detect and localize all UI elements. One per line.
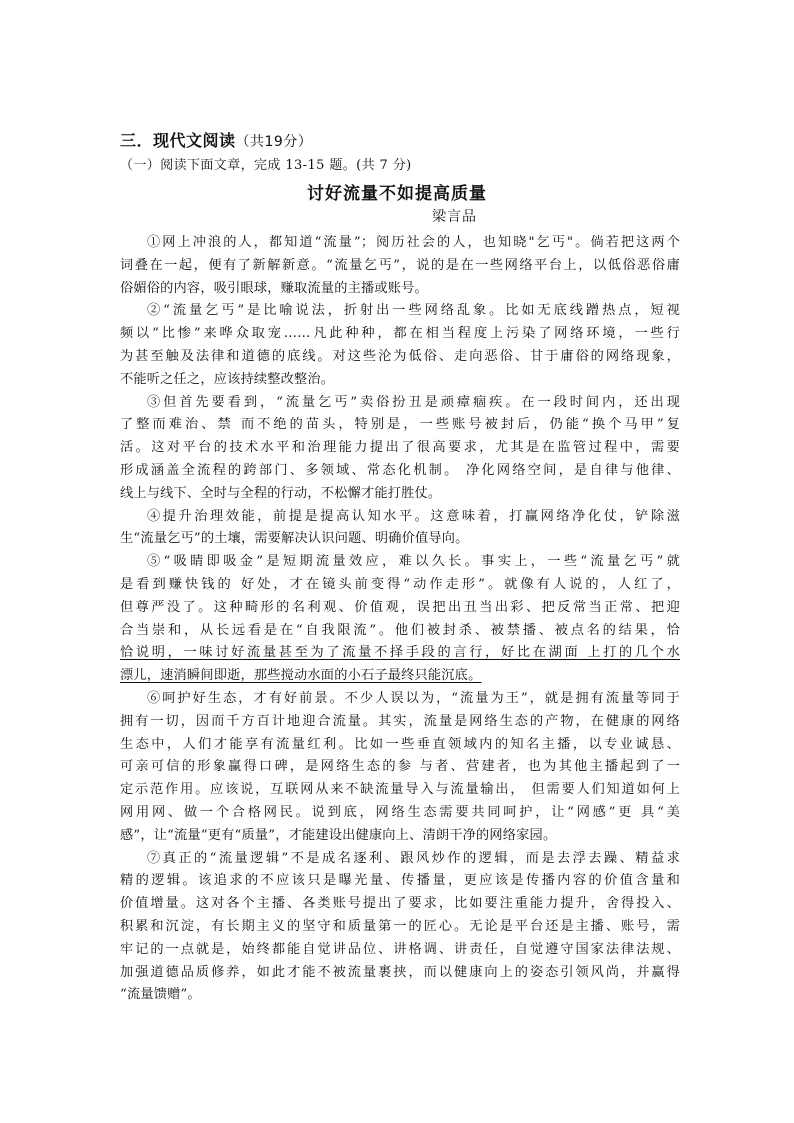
article-body xyxy=(120,232,680,1007)
paragraph-5-line-3: 但尊严没了。这种畸形的名利观、价值观，误把出丑当出彩、把反常当正常、把迎 xyxy=(120,599,680,615)
paragraph-5-line-4: 合当崇和，从长远看是在“自我限流”。他们被封杀、被禁播、被点名的结果，恰 xyxy=(120,622,680,638)
section-heading xyxy=(120,128,312,151)
article-author: 梁言品 xyxy=(432,209,477,225)
paragraph-5-line-1: ⑤“吸睛即吸金”是短期流量效应，难以久长。事实上，一些“流量乞丐”就 xyxy=(147,554,680,570)
paragraph-6-line-7: 感”，让“流量”更有“质量”，才能建设出健康向上、清朗干净的网络家园。 xyxy=(120,827,557,843)
paragraph-5-underlined-line-1: 恰说明，一味讨好流量甚至为了流量不择手段的言行，好比在湖面 上打的几个水 xyxy=(120,645,680,661)
paragraph-1-line-1: ①网上冲浪的人，都知道“流量”；阅历社会的人，也知晓"乞丐"。倘若把这两个 xyxy=(147,235,680,250)
paragraph-2-line-3: 为甚至触及法律和道德的底线。对这些沦为低俗、走向恶俗、甘于庸俗的网络现象， xyxy=(120,348,680,364)
paragraph-2-line-2: 频以“比惨”来哗众取宠……凡此种种，都在相当程度上污染了网络环境，一些行 xyxy=(120,326,680,342)
paragraph-5-underlined-line-2: 漂儿，速消瞬间即逝，那些搅动水面的小石子最终只能沉底。 xyxy=(120,668,482,684)
article-title: 讨好流量不如提高质量 xyxy=(307,184,487,204)
paragraph-2-line-4: 不能听之任之，应该持续整改整治。 xyxy=(120,371,335,387)
paragraph-6-line-3: 生态中，人们才能享有流量红利。比如一些垂直领域内的知名主播，以专业诚恳、 xyxy=(120,736,680,752)
section-score: （共19分） xyxy=(235,134,313,150)
paragraph-3-line-5: 线上与线下、全时与全程的行动，不松懈才能打胜仗。 xyxy=(120,485,442,501)
paragraph-4-line-2: 生“流量乞丐”的土壤，需要解决认识问题、明确价值导向。 xyxy=(120,531,469,547)
paragraph-6-line-4: 可亲可信的形象赢得口碑，是网络生态的参 与者、营建者，也为其他主播起到了一 xyxy=(120,759,680,775)
paragraph-7-line-4: 积累和沉淀，有长期主义的坚守和质量第一的匠心。无论是平台还是主播、账号，需 xyxy=(120,918,680,934)
paragraph-3-line-3: 活。这对平台的技术水平和治理能力提出了很高要求，尤其是在监管过程中，需要 xyxy=(120,440,680,456)
paragraph-6-line-2: 拥有一切，因而千方百计地迎合流量。其实，流量是网络生态的产物，在健康的网络 xyxy=(120,713,680,729)
paragraph-3-line-4: 形成涵盖全流程的跨部门、多领域、常态化机制。 净化网络空间，是自律与他律、 xyxy=(120,462,680,478)
paragraph-6-line-1: ⑥呵护好生态，才有好前景。不少人误以为，“流量为王”，就是拥有流量等同于 xyxy=(147,690,680,706)
paragraph-7-line-3: 价值增量。这对各个主播、各类账号提出了要求，比如要注重能力提升，舍得投入、 xyxy=(120,896,680,912)
paragraph-2-line-1: ②“流量乞丐”是比喻说法，折射出一些网络乱象。比如无底线蹭热点，短视 xyxy=(147,303,680,319)
paragraph-1-line-3: 俗媚俗的内容，吸引眼球，赚取流量的主播或账号。 xyxy=(120,280,428,296)
paragraph-3-line-1: ③但首先要看到，“流量乞丐”卖俗扮丑是顽瘴痼疾。在一段时间内，还出现 xyxy=(147,394,680,410)
section-title: 三．现代文阅读 xyxy=(120,131,236,150)
paragraph-7-line-1: ⑦真正的“流量逻辑”不是成名逐利、跟风炒作的逻辑，而是去浮去躁、精益求 xyxy=(147,850,680,866)
paragraph-7-line-7: “流量馈赠”。 xyxy=(120,987,201,1003)
paragraph-5-line-2: 是看到赚快钱的 好处，才在镜头前变得“动作走形”。就像有人说的，人红了， xyxy=(120,576,680,592)
paragraph-7-line-5: 牢记的一点就是，始终都能自觉讲品位、讲格调、讲责任，自觉遵守国家法律法规、 xyxy=(120,941,680,957)
reading-instruction: （一）阅读下面文章，完成 13-15 题。(共 7 分) xyxy=(120,158,412,173)
paragraph-6-line-6: 网用网、做一个合格网民。说到底，网络生态需要共同呵护，让“网感”更 具“美 xyxy=(120,804,680,820)
paragraph-6-line-5: 定示范作用。应该说，互联网从来不缺流量导入与流量输出， 但需要人们知道如何上 xyxy=(120,782,680,798)
paragraph-3-line-2: 了整而难治、禁 而不绝的苗头，特别是，一些账号被封后，仍能“换个马甲”复 xyxy=(120,417,680,433)
paragraph-7-line-6: 加强道德品质修养，如此才能不被流量裹挟，而以健康向上的姿态引领风尚，并赢得 xyxy=(120,964,680,980)
paragraph-1-line-2: 词叠在一起，便有了新解新意。“流量乞丐”，说的是在一些网络平台上，以低俗恶俗庸 xyxy=(120,257,680,273)
paragraph-4-line-1: ④提升治理效能，前提是提高认知水平。这意味着，打赢网络净化仗，铲除滋 xyxy=(147,508,680,524)
paragraph-7-line-2: 精的逻辑。该追求的不应该只是曝光量、传播量，更应该是传播内容的价值含量和 xyxy=(120,873,680,889)
